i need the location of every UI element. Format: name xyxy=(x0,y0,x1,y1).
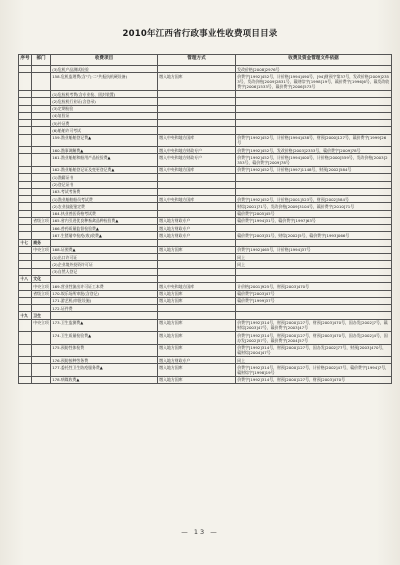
cell-seq xyxy=(19,147,32,154)
cell-seq xyxy=(19,196,32,203)
cell-basis: 价费字[1992]314号，财预[2000]127号，财预[2003]470号，国办发[2002]4号，国办发[2002]57号，赣价费字[2004]57号 xyxy=(236,332,392,345)
cell-basis xyxy=(236,268,392,275)
cell-item: 169.营业性演出许可证工本费 xyxy=(51,283,158,290)
table-row xyxy=(19,364,392,377)
table-row xyxy=(19,196,392,203)
cell-item xyxy=(51,275,158,282)
cell-item: (2)农业技能鉴定费 xyxy=(51,203,158,210)
cell-basis: 价费字[1992]465号，计价格[1994]37号 xyxy=(236,246,392,253)
cell-dept xyxy=(32,261,51,268)
cell-dept xyxy=(32,174,51,181)
cell-basis xyxy=(236,305,392,312)
cell-dept xyxy=(32,297,51,304)
header-basis: 收费及资金管理文件依据 xyxy=(236,55,392,66)
cell-dept xyxy=(32,105,51,112)
table-row xyxy=(19,290,392,297)
cell-mgmt xyxy=(158,98,236,105)
table-row xyxy=(19,232,392,239)
table-row xyxy=(19,297,392,304)
table-row xyxy=(19,217,392,224)
cell-mgmt xyxy=(158,254,236,261)
table-row xyxy=(19,283,392,290)
cell-dept xyxy=(32,203,51,210)
cell-dept xyxy=(32,357,51,364)
cell-seq xyxy=(19,210,32,217)
cell-basis xyxy=(236,188,392,195)
cell-mgmt: 缴入地方国库 xyxy=(158,290,236,297)
cell-basis: 价费字[1992]314号，财预[2000]127号，财预[2003]470号 xyxy=(236,376,392,383)
cell-dept: 省级立项 xyxy=(33,218,49,224)
cell-basis: 价费字[1992]452号，计价格[1994]438号，财预[2000]127号，赣价费字[1999]26号 xyxy=(236,134,392,147)
cell-dept xyxy=(32,196,51,203)
cell-dept xyxy=(32,166,51,173)
cell-seq xyxy=(19,232,32,239)
header-item: 收费项目 xyxy=(51,55,158,66)
cell-seq xyxy=(19,105,32,112)
cell-seq xyxy=(19,127,32,134)
cell-item: (1)危检机考费(含专业检、固封装置) xyxy=(51,91,158,98)
cell-item: 165.省内引进优良种畜禽品种检验费▲ xyxy=(51,217,158,224)
cell-dept xyxy=(32,127,51,134)
cell-seq xyxy=(19,364,32,377)
cell-mgmt xyxy=(158,275,236,282)
cell-seq xyxy=(19,120,32,127)
cell-item: (1)渔籍证书 xyxy=(51,174,158,181)
cell-basis xyxy=(236,181,392,188)
cell-dept xyxy=(32,332,51,345)
cell-basis: 价费字[1992]314号，财预[2000]127号，计价格[2002]47号，赣价费字[1994]7号，赣财综字[1998]19号 xyxy=(236,364,392,377)
cell-dept: 省级立项 xyxy=(33,291,49,296)
cell-item: 163.考试考务费 xyxy=(51,188,158,195)
cell-dept xyxy=(32,147,51,154)
cell-dept xyxy=(32,232,51,239)
table-row xyxy=(19,166,392,173)
table-row xyxy=(19,319,392,332)
cell-dept xyxy=(32,66,51,73)
cell-mgmt: 缴入地方国库 xyxy=(158,344,236,357)
cell-dept: 中央立项 xyxy=(33,247,49,253)
cell-seq xyxy=(19,376,32,383)
cell-mgmt: 缴入地方财政专户 xyxy=(158,357,236,364)
table-row xyxy=(19,91,392,98)
cell-mgmt: 缴入中央和地方财政专户 xyxy=(158,154,236,167)
cell-dept: 中央立项 xyxy=(33,283,49,289)
cell-seq xyxy=(19,181,32,188)
cell-basis: 价费字[1992]452号，计价格[2001]523号，财预[2002]584号 xyxy=(236,196,392,203)
cell-dept xyxy=(32,91,51,98)
cell-mgmt: 缴入中央和地方国库 xyxy=(158,166,236,173)
cell-basis xyxy=(236,174,392,181)
cell-seq xyxy=(19,261,32,268)
cell-seq xyxy=(19,188,32,195)
cell-item: 161.渔业船舶和船用产品检验费▲ xyxy=(51,154,158,167)
table-row xyxy=(19,225,392,232)
cell-seq xyxy=(19,283,32,290)
cell-seq: 十八 xyxy=(19,275,32,282)
table-row xyxy=(19,188,392,195)
cell-item: (1)渔业船舶船员考试费 xyxy=(51,196,158,203)
cell-item: (2)登记证书 xyxy=(51,181,158,188)
cell-mgmt: 缴入地方财政专户 xyxy=(158,232,236,239)
cell-dept xyxy=(32,268,51,275)
cell-basis: 赣价费字[2003]31号，财综[2002]5号，赣价费字[1993]066号 xyxy=(236,232,392,239)
cell-mgmt: 缴入地方国库 xyxy=(158,376,236,383)
table-row xyxy=(19,181,392,188)
cell-mgmt: 缴入地方国库 xyxy=(158,319,236,332)
table-row xyxy=(19,357,392,364)
table-row xyxy=(19,344,392,357)
cell-dept xyxy=(32,181,51,188)
cell-basis: 价费字[1992]314号，财预[2000]127号，财预[2003]470号，国办发[2002]7号，赣财综[2003]47号，赣价费字[2003]47号 xyxy=(236,319,392,332)
cell-item: (1)出口许可证 xyxy=(51,254,158,261)
cell-basis: 财综[2001]71号，发改价格[2009]3104号，赣价费字[2010]71号 xyxy=(236,203,392,210)
cell-basis: 价费字[1992]452号，计价格[1994]490号，[94]财预字第37号，发改价格[2009]2353号，发改价格[2009]2831号，赣财综字[1998]19号，赣价费字[1996]6号，赣发改收费字[2006]1533号，赣价费字[2006]573号 xyxy=(236,73,392,91)
cell-item: 158.危机监理费(含"九·二"共振抗机硬设备) xyxy=(51,73,158,91)
cell-dept xyxy=(32,73,51,91)
cell-item: 162.渔业船舶登记证及变更登记费▲ xyxy=(51,166,158,173)
cell-dept xyxy=(32,210,51,217)
cell-item: 168.证照费▲ xyxy=(51,246,158,253)
cell-item: 172.证件费 xyxy=(51,305,158,312)
cell-mgmt: 缴入地方国库 xyxy=(158,73,236,91)
cell-mgmt xyxy=(158,105,236,112)
cell-mgmt: 缴入地方国库 xyxy=(158,332,236,345)
cell-basis: 赣价费字[2003]47号 xyxy=(236,290,392,297)
cell-dept: 中央立项 xyxy=(32,319,51,332)
cell-basis: 赣价费字[1999]37号 xyxy=(236,297,392,304)
cell-seq xyxy=(19,225,32,232)
cell-seq xyxy=(19,319,32,332)
cell-basis xyxy=(236,91,392,98)
cell-seq xyxy=(19,357,32,364)
cell-seq xyxy=(19,344,32,357)
table-row xyxy=(19,154,392,167)
cell-mgmt xyxy=(158,312,236,319)
cell-dept xyxy=(32,225,51,232)
header-dept: 部门 xyxy=(32,55,51,66)
cell-basis xyxy=(236,275,392,282)
cell-mgmt xyxy=(158,174,236,181)
cell-item: 175.预防性体检费 xyxy=(51,344,158,357)
table-row xyxy=(19,312,392,319)
cell-mgmt: 缴入中央和地方国库 xyxy=(158,196,236,203)
cell-seq: 十九 xyxy=(19,312,32,319)
cell-basis: 价费字[1992]452号，计价格[1997]1148号，财预[2002]584号 xyxy=(236,166,392,173)
cell-dept xyxy=(32,364,51,377)
cell-basis xyxy=(236,225,392,232)
cell-mgmt xyxy=(158,210,236,217)
table-row xyxy=(19,73,392,91)
cell-item: (3)自然人登记 xyxy=(51,268,158,275)
cell-basis: 发改价格[2008]2976号 xyxy=(236,66,392,73)
cell-seq xyxy=(19,91,32,98)
cell-item: 167.生猪屠宰检疫(收)收费▲ xyxy=(51,232,158,239)
cell-dept xyxy=(32,98,51,105)
cell-mgmt xyxy=(158,112,236,119)
cell-seq xyxy=(19,112,32,119)
cell-item: 164.执业兽医资格考试费 xyxy=(51,210,158,217)
cell-seq xyxy=(19,154,32,167)
cell-basis xyxy=(236,127,392,134)
cell-basis xyxy=(236,98,392,105)
cell-basis: 赣价费字[1994]31号，赣价费字[1997]63号 xyxy=(236,217,392,224)
cell-seq xyxy=(19,254,32,261)
cell-dept: 商务 xyxy=(32,239,51,246)
cell-item: (2)危检机行业证(含登录) xyxy=(51,98,158,105)
table-row xyxy=(19,174,392,181)
cell-dept xyxy=(32,254,51,261)
table-row xyxy=(19,147,392,154)
table-row xyxy=(19,239,392,246)
table-row xyxy=(19,134,392,147)
cell-dept xyxy=(32,120,51,127)
cell-seq xyxy=(19,305,32,312)
cell-mgmt: 缴入地方国库 xyxy=(158,297,236,304)
cell-basis xyxy=(236,239,392,246)
cell-item xyxy=(51,312,158,319)
cell-mgmt xyxy=(158,127,236,134)
cell-item: 160.渔事调解费▲ xyxy=(51,147,158,154)
cell-basis: 价费字[1992]452号，发改价格[2003]2353号，赣价费字[2009]78号 xyxy=(236,147,392,154)
cell-mgmt: 缴入地方国库 xyxy=(158,246,236,253)
cell-mgmt: 缴入地方国库 xyxy=(158,364,236,377)
table-row xyxy=(19,112,392,119)
table-row xyxy=(19,98,392,105)
table-row xyxy=(19,210,392,217)
cell-mgmt: 缴入地方财政专户 xyxy=(158,225,236,232)
cell-basis: 价费字[1992]314号，财预[2000]127号，国办发[2002]77号，财预[2003]470号，赣财综[2004]47号 xyxy=(236,344,392,357)
cell-basis: 计价格[2001]925号，财预[2003]470号 xyxy=(236,283,392,290)
cell-seq xyxy=(19,203,32,210)
cell-basis: 价费字[1992]452号，计价格[1994]400号，计价格[2000]559号，发改价格[2003]2353号，赣价费字[2009]78号 xyxy=(236,154,392,167)
cell-mgmt xyxy=(158,239,236,246)
cell-basis: 同上 xyxy=(236,261,392,268)
cell-item: 174.卫生质量检验费▲ xyxy=(51,332,158,345)
table-row xyxy=(19,120,392,127)
cell-item: 176.预防接种劳务费 xyxy=(51,357,158,364)
cell-seq xyxy=(19,66,32,73)
cell-basis: 同上 xyxy=(236,357,392,364)
table-row xyxy=(19,127,392,134)
table-row xyxy=(19,332,392,345)
cell-mgmt xyxy=(158,268,236,275)
cell-basis xyxy=(236,105,392,112)
cell-item: (4)复验证 xyxy=(51,112,158,119)
table-row xyxy=(19,246,392,253)
cell-item: (5)补证费 xyxy=(51,120,158,127)
cell-mgmt xyxy=(158,188,236,195)
table-row xyxy=(19,66,392,73)
table-body xyxy=(19,66,392,384)
table-row xyxy=(19,261,392,268)
cell-item: (2)企业境外投资许可证 xyxy=(51,261,158,268)
table-row xyxy=(19,268,392,275)
cell-mgmt xyxy=(158,120,236,127)
cell-mgmt xyxy=(158,203,236,210)
cell-dept xyxy=(32,134,51,147)
cell-item: 170.娱乐场所审批(含登记) xyxy=(51,290,158,297)
cell-mgmt: 缴入中央和地方国库 xyxy=(158,134,236,147)
cell-dept xyxy=(32,154,51,167)
cell-mgmt xyxy=(158,66,236,73)
fee-table xyxy=(18,54,392,384)
cell-dept xyxy=(32,376,51,383)
cell-seq xyxy=(19,246,32,253)
cell-seq xyxy=(19,166,32,173)
cell-basis xyxy=(236,312,392,319)
cell-item: (6)船舶许可考试 xyxy=(51,127,158,134)
cell-item: 171.游艺机(审批设施) xyxy=(51,297,158,304)
cell-seq xyxy=(19,134,32,147)
table-header-row xyxy=(19,55,392,66)
cell-item xyxy=(51,239,158,246)
cell-seq xyxy=(19,174,32,181)
cell-mgmt: 缴入中央和地方国库 xyxy=(158,283,236,290)
cell-item: 178.病媒收费▲ xyxy=(51,376,158,383)
page-number: — 13 — xyxy=(181,528,219,536)
page-title: 2010年江西省行政事业性收费项目目录 xyxy=(122,29,278,39)
cell-seq xyxy=(19,268,32,275)
cell-mgmt: 缴入地方财政专户 xyxy=(158,217,236,224)
cell-mgmt xyxy=(158,91,236,98)
table-row xyxy=(19,105,392,112)
cell-basis xyxy=(236,112,392,119)
cell-mgmt xyxy=(158,305,236,312)
cell-item: 159.渔业船舶登记费▲ xyxy=(51,134,158,147)
header-seq: 序号 xyxy=(19,55,32,66)
cell-item: (3)危机产品测试检验 xyxy=(51,66,158,73)
table-row xyxy=(19,376,392,383)
cell-item: 177.委托性卫生防疫服务费▲ xyxy=(51,364,158,377)
cell-mgmt xyxy=(158,181,236,188)
table-row xyxy=(19,203,392,210)
cell-item: 173.卫生监测费▲ xyxy=(51,319,158,332)
cell-dept xyxy=(32,188,51,195)
cell-seq xyxy=(19,98,32,105)
cell-dept xyxy=(32,305,51,312)
cell-seq xyxy=(19,290,32,297)
table-row xyxy=(19,305,392,312)
cell-seq xyxy=(19,217,32,224)
cell-basis xyxy=(236,120,392,127)
table-row xyxy=(19,254,392,261)
cell-mgmt xyxy=(158,261,236,268)
cell-basis: 同上 xyxy=(236,254,392,261)
cell-item: (3)定期检验 xyxy=(51,105,158,112)
cell-dept xyxy=(32,112,51,119)
cell-seq xyxy=(19,297,32,304)
cell-mgmt: 缴入中央和地方财政专户 xyxy=(158,147,236,154)
cell-seq xyxy=(19,332,32,345)
header-mgmt: 管理方式 xyxy=(158,55,236,66)
cell-dept: 文化 xyxy=(32,275,51,282)
cell-dept xyxy=(32,344,51,357)
cell-basis: 赣价费字[2005]45号 xyxy=(236,210,392,217)
cell-item: 166.兽药质量监督检验费▲ xyxy=(51,225,158,232)
cell-seq xyxy=(19,73,32,91)
table-row xyxy=(19,275,392,282)
cell-dept: 卫生 xyxy=(32,312,51,319)
cell-seq: 十七 xyxy=(19,239,32,246)
